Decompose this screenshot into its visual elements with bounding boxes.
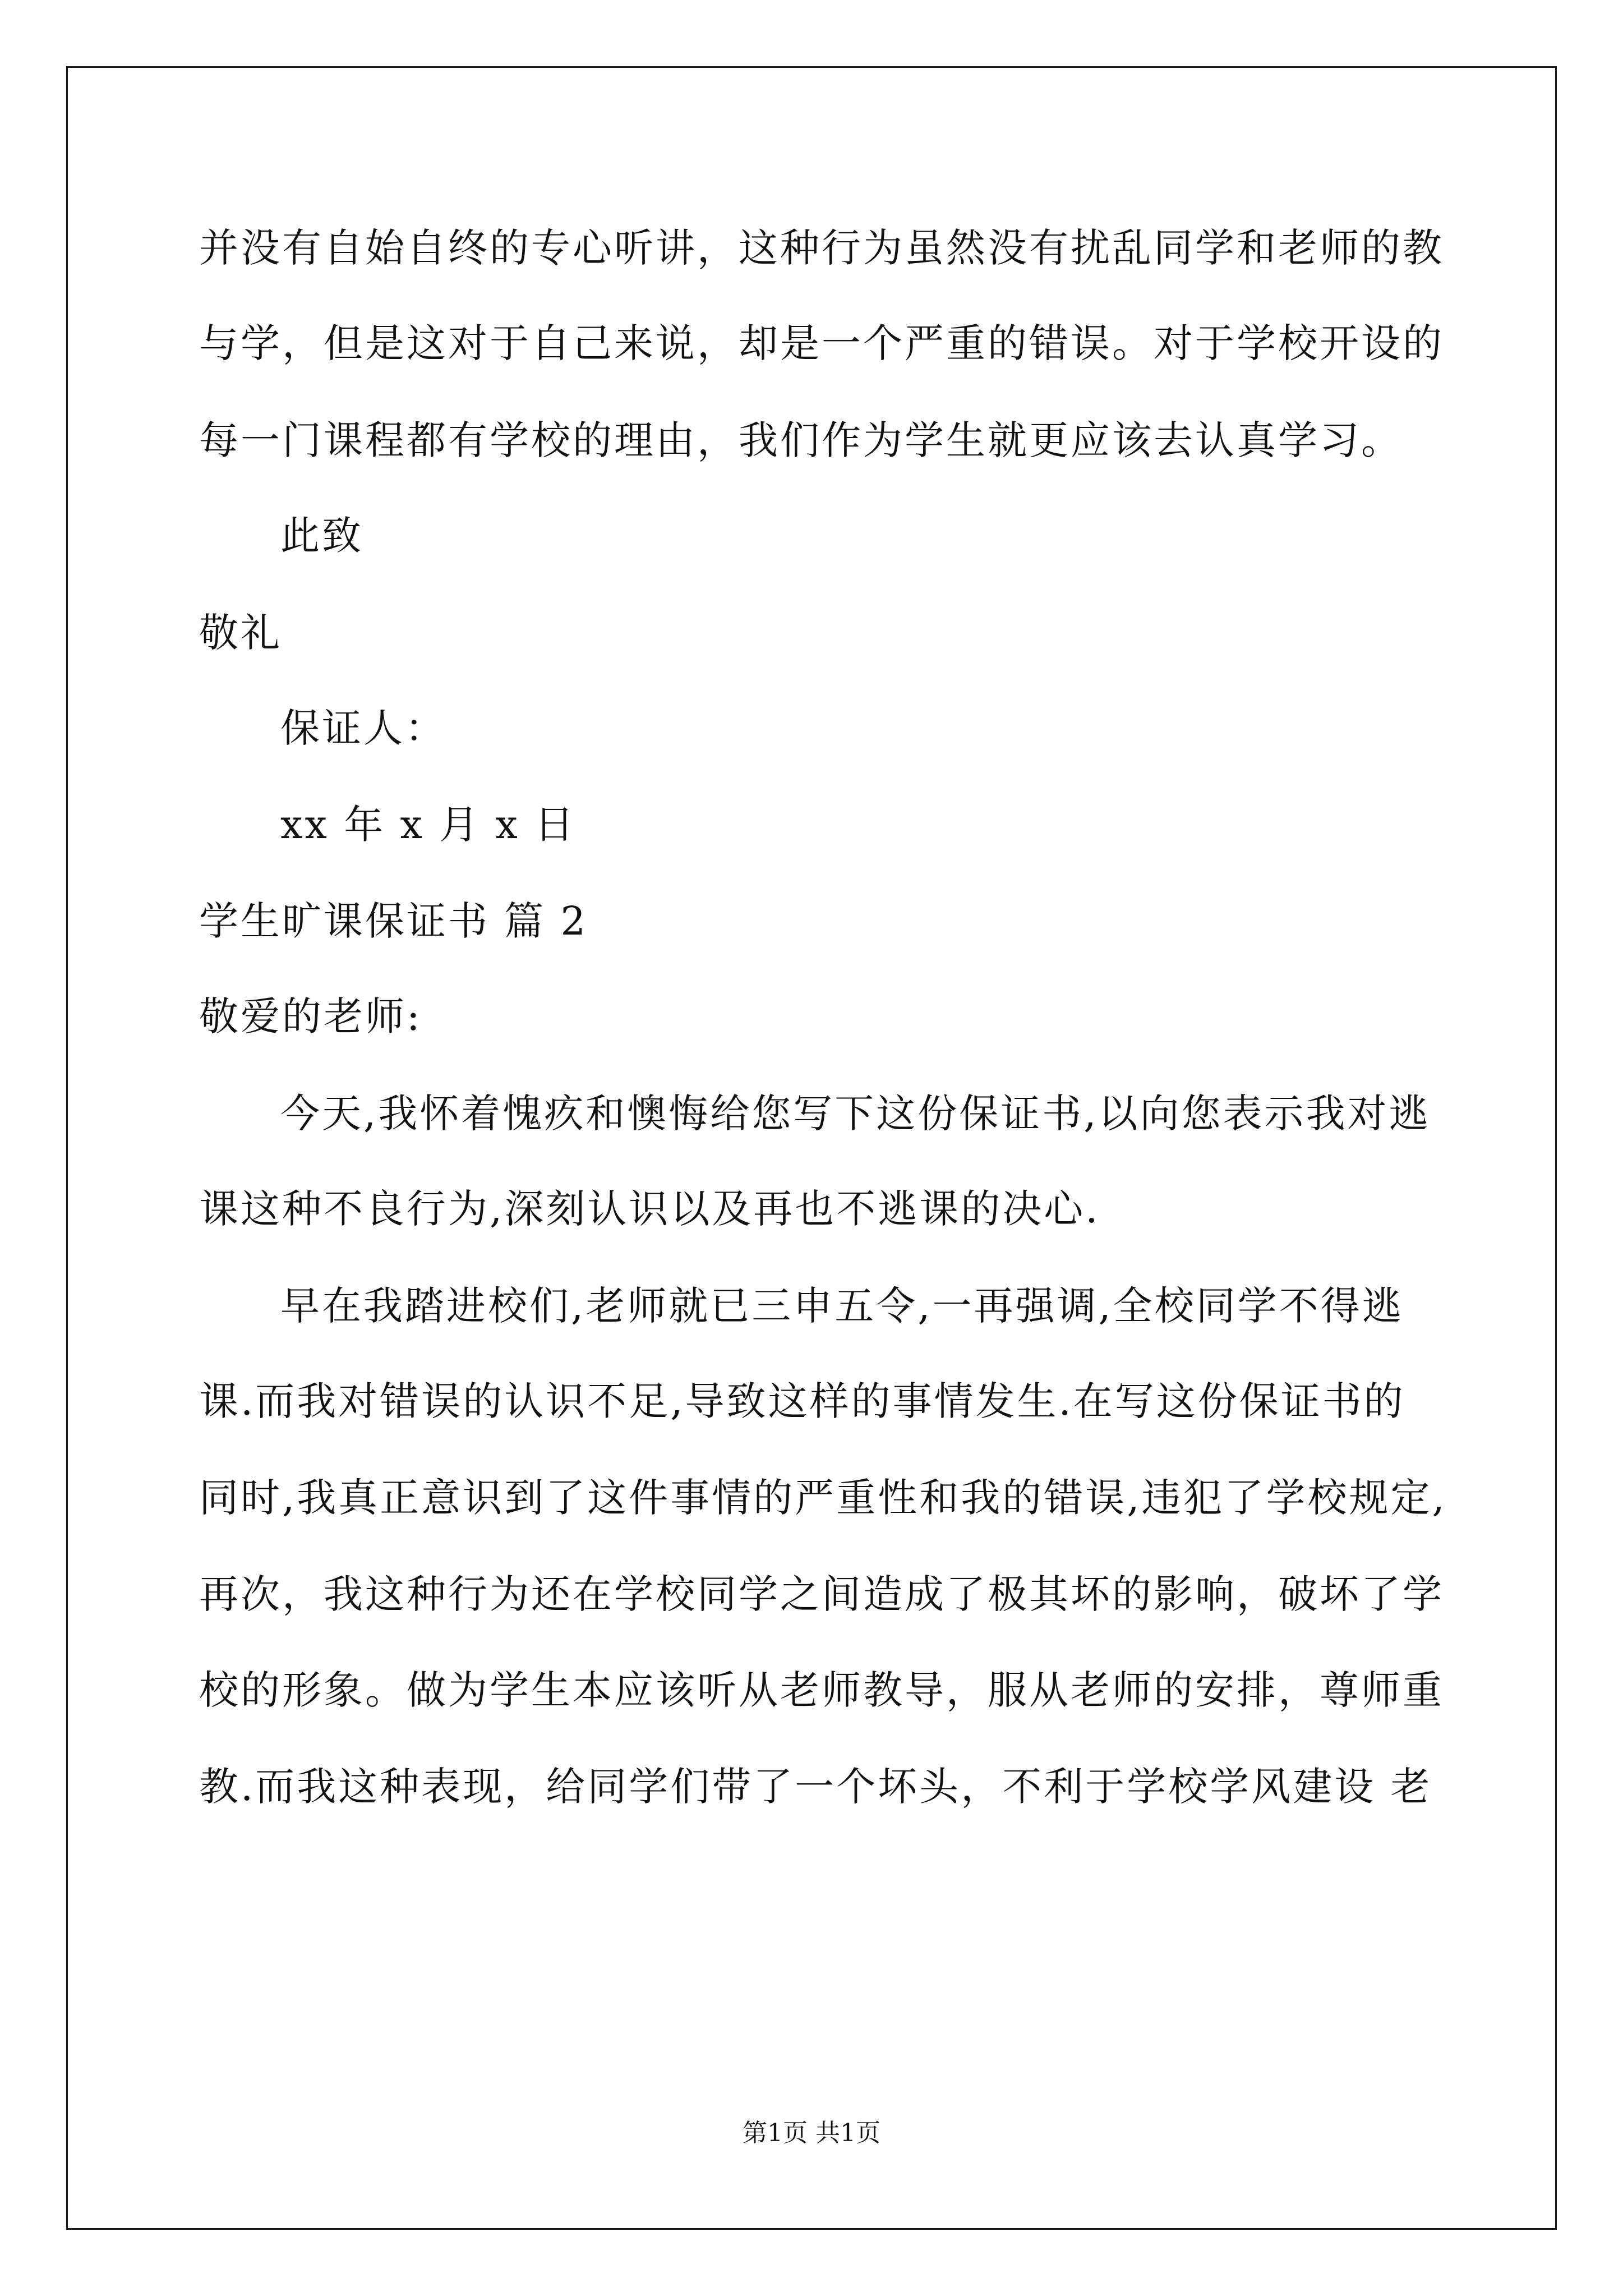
section-heading: 学生旷课保证书 篇 2 xyxy=(199,898,588,944)
body-line-15: 再次，我这种行为还在学校同学之间造成了极其坏的影响，破坏了学 xyxy=(199,1571,1444,1617)
body-line-11: 课这种不良行为,深刻认识以及再也不逃课的决心. xyxy=(199,1186,1100,1232)
page-border xyxy=(66,66,1557,2230)
date-line: xx 年 x 月 x 日 xyxy=(280,802,577,848)
body-line-3: 每一门课程都有学校的理由，我们作为学生就更应该去认真学习。 xyxy=(199,417,1403,463)
body-line-17: 教.而我这种表现，给同学们带了一个坏头，不利于学校学风建设 老 xyxy=(199,1764,1432,1810)
body-line-16: 校的形象。做为学生本应该听从老师教导，服从老师的安排，尊师重 xyxy=(199,1667,1444,1713)
body-line-14: 同时,我真正意识到了这件事情的严重性和我的错误,违犯了学校规定, xyxy=(199,1475,1447,1521)
closing-respect: 敬礼 xyxy=(199,610,282,656)
greeting: 敬爱的老师: xyxy=(199,993,422,1039)
body-line-12: 早在我踏进校们,老师就已三申五令,一再强调,全校同学不得逃 xyxy=(280,1283,1404,1329)
body-line-13: 课.而我对错误的认识不足,导致这样的事情发生.在写这份保证书的 xyxy=(199,1378,1405,1424)
guarantor-label: 保证人： xyxy=(280,705,446,751)
body-line-10: 今天,我怀着愧疚和懊悔给您写下这份保证书,以向您表示我对逃 xyxy=(280,1091,1431,1137)
body-line-1: 并没有自始自终的专心听讲，这种行为虽然没有扰乱同学和老师的教 xyxy=(199,225,1444,271)
closing-salutation: 此致 xyxy=(280,513,363,559)
body-line-2: 与学，但是这对于自己来说，却是一个严重的错误。对于学校开设的 xyxy=(199,320,1444,366)
page-footer: 第1页 共1页 xyxy=(743,2119,880,2147)
